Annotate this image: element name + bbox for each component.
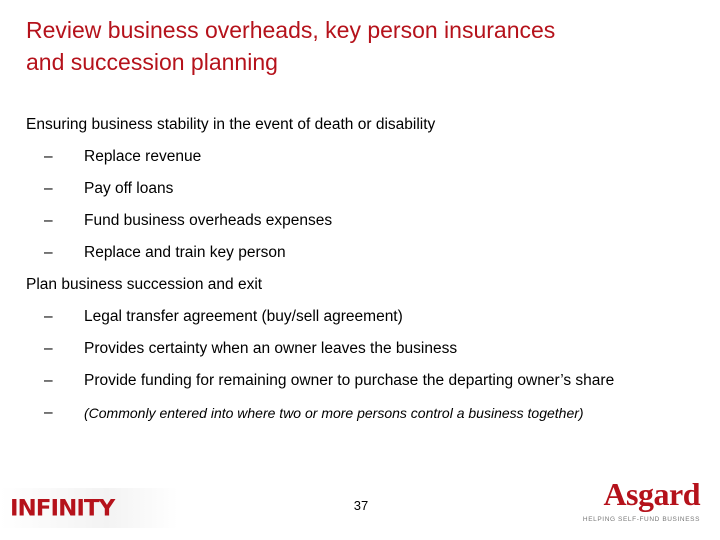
footer-left-logo-area (0, 488, 178, 528)
list-item-note (26, 398, 696, 430)
list-item-text: Provide funding for remaining owner to purchase the departing owner’s share (84, 372, 615, 389)
asgard-logo (578, 476, 708, 532)
slide-title-line-2: and succession planning (26, 49, 278, 75)
list-item (26, 238, 696, 270)
slide-body (26, 110, 696, 430)
asgard-logo-tagline: HELPING SELF-FUND BUSINESS (582, 516, 700, 523)
dash-bullet: – (44, 308, 53, 325)
slide-title (26, 14, 686, 78)
list-item-text: Fund business overheads expenses (84, 212, 333, 229)
dash-bullet: – (44, 340, 53, 357)
list-item-text: Provides certainty when an owner leaves the business (84, 340, 458, 357)
list-item-text: Legal transfer agreement (buy/sell agreement) (84, 308, 403, 325)
list-item (26, 174, 696, 206)
list-item (26, 206, 696, 238)
section-heading-succession: Plan business succession and exit (26, 276, 263, 293)
dash-bullet: – (44, 244, 53, 261)
list-item (26, 142, 696, 174)
list-item-text: (Commonly entered into where two or more persons control a business together) (84, 405, 584, 421)
page-number: 37 (353, 498, 369, 513)
list-item (26, 334, 696, 366)
section-heading-stability: Ensuring business stability in the event of death or disability (26, 116, 436, 133)
list-item-text: Replace and train key person (84, 244, 286, 261)
dash-bullet: – (44, 404, 53, 421)
slide-title-line-1: Review business overheads, key person insurances (26, 17, 556, 43)
dash-bullet: – (44, 180, 53, 197)
list-item-text: Replace revenue (84, 148, 202, 165)
list-item (26, 366, 696, 398)
dash-bullet: – (44, 372, 53, 389)
asgard-logo-wordmark: Asgard (603, 476, 700, 512)
dash-bullet: – (44, 212, 53, 229)
list-item-text: Pay off loans (84, 180, 174, 197)
infinity-logo: INFINITY (10, 496, 115, 522)
dash-bullet: – (44, 148, 53, 165)
list-item (26, 302, 696, 334)
